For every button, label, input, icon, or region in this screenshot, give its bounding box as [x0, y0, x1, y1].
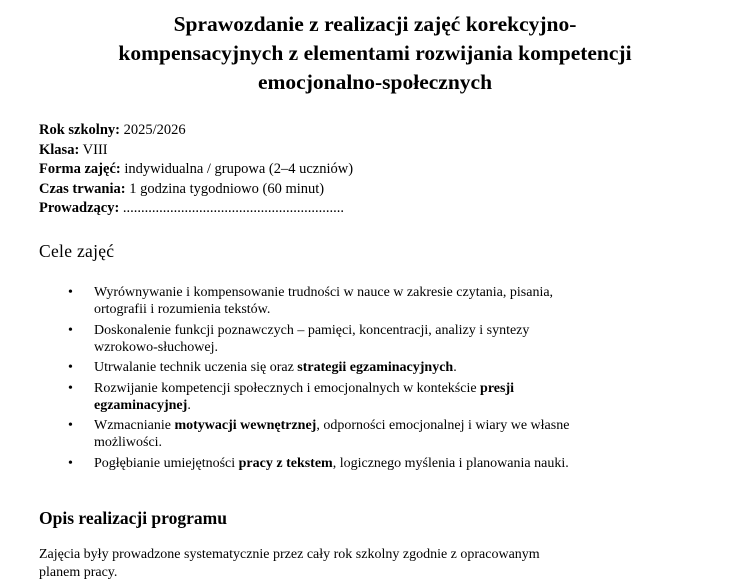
- meta-value: .............................................................: [119, 200, 345, 217]
- item-text-part: .: [187, 397, 191, 413]
- meta-row-class: [39, 141, 353, 161]
- item-text: [94, 417, 684, 434]
- list-item: [0, 284, 684, 318]
- item-text-bold: strategii egzaminacyjnych: [297, 360, 454, 376]
- item-text: Doskonalenie funkcji poznawczych – pamięci, koncentracji, analizy i syntezy: [94, 322, 530, 338]
- item-text-part: , logicznego myślenia i planowania nauki.: [332, 455, 569, 471]
- item-text-part: Utrwalanie technik uczenia się oraz: [94, 360, 298, 376]
- list-item: [0, 359, 684, 376]
- title-line: emocjonalno-społecznych: [257, 70, 493, 94]
- bullet-icon: •: [68, 455, 73, 471]
- item-text-part: Rozwijanie kompetencji społecznych i emocjonalnych w kontekście: [94, 380, 481, 396]
- list-item: [0, 417, 684, 451]
- item-text: Wyrównywanie i kompensowanie trudności w nauce w zakresie czytania, pisania,: [94, 285, 554, 300]
- item-text: [94, 380, 684, 397]
- item-text-bold: presji: [480, 380, 515, 396]
- meta-row-year: [39, 121, 353, 141]
- bullet-icon: •: [68, 380, 73, 396]
- description-paragraph: [39, 546, 540, 582]
- meta-value: 2025/2026: [119, 122, 186, 138]
- goals-heading: Cele zajęć: [39, 241, 115, 261]
- bullet-icon: •: [68, 418, 73, 434]
- document-title: [40, 10, 710, 97]
- item-text-part: , odporności emocjonalnej i wiary we własne: [316, 418, 570, 434]
- meta-value: indywidualna / grupowa (2–4 uczniów): [120, 161, 354, 178]
- item-text: wzrokowo-słuchowej.: [94, 339, 219, 355]
- item-text: [94, 359, 684, 376]
- item-text: możliwości.: [94, 435, 163, 451]
- title-line: kompensacyjnych z elementami rozwijania kompetencji: [118, 41, 632, 65]
- item-text-part: .: [453, 360, 457, 376]
- meta-value: VIII: [79, 141, 108, 158]
- item-text-part: Pogłębianie umiejętności: [94, 455, 239, 471]
- goals-list: [0, 284, 750, 475]
- list-item: [0, 455, 684, 472]
- meta-row-form: [39, 160, 353, 180]
- item-text: [94, 397, 684, 414]
- meta-label: Forma zajęć:: [39, 161, 121, 178]
- item-text-bold: pracy z tekstem: [238, 455, 333, 471]
- meta-label: Rok szkolny:: [39, 122, 120, 138]
- item-text-bold: motywacji wewnętrznej: [174, 418, 317, 434]
- meta-value: 1 godzina tygodniowo (60 minut): [125, 180, 325, 197]
- list-item: [0, 322, 684, 356]
- meta-row-lead: [39, 199, 353, 219]
- item-text-part: Wzmacnianie: [94, 418, 175, 434]
- meta-label: Klasa:: [39, 141, 80, 158]
- description-heading: Opis realizacji programu: [39, 508, 227, 528]
- bullet-icon: •: [68, 322, 73, 338]
- meta-label: Prowadzący:: [39, 200, 120, 217]
- bullet-icon: •: [68, 285, 73, 300]
- title-line: Sprawozdanie z realizacji zajęć korekcyjno-: [173, 12, 577, 36]
- meta-section: [39, 121, 353, 219]
- bullet-icon: •: [68, 360, 73, 376]
- paragraph-line: Zajęcia były prowadzone systematycznie przez cały rok szkolny zgodnie z opracowanym: [39, 547, 540, 562]
- item-text: ortografii i rozumienia tekstów.: [94, 302, 271, 318]
- paragraph-line: planem pracy.: [39, 565, 118, 580]
- meta-row-time: [39, 180, 353, 200]
- meta-label: Czas trwania:: [39, 180, 126, 197]
- item-text-bold: egzaminacyjnej: [94, 397, 188, 413]
- list-item: [0, 380, 684, 414]
- item-text: [94, 455, 684, 472]
